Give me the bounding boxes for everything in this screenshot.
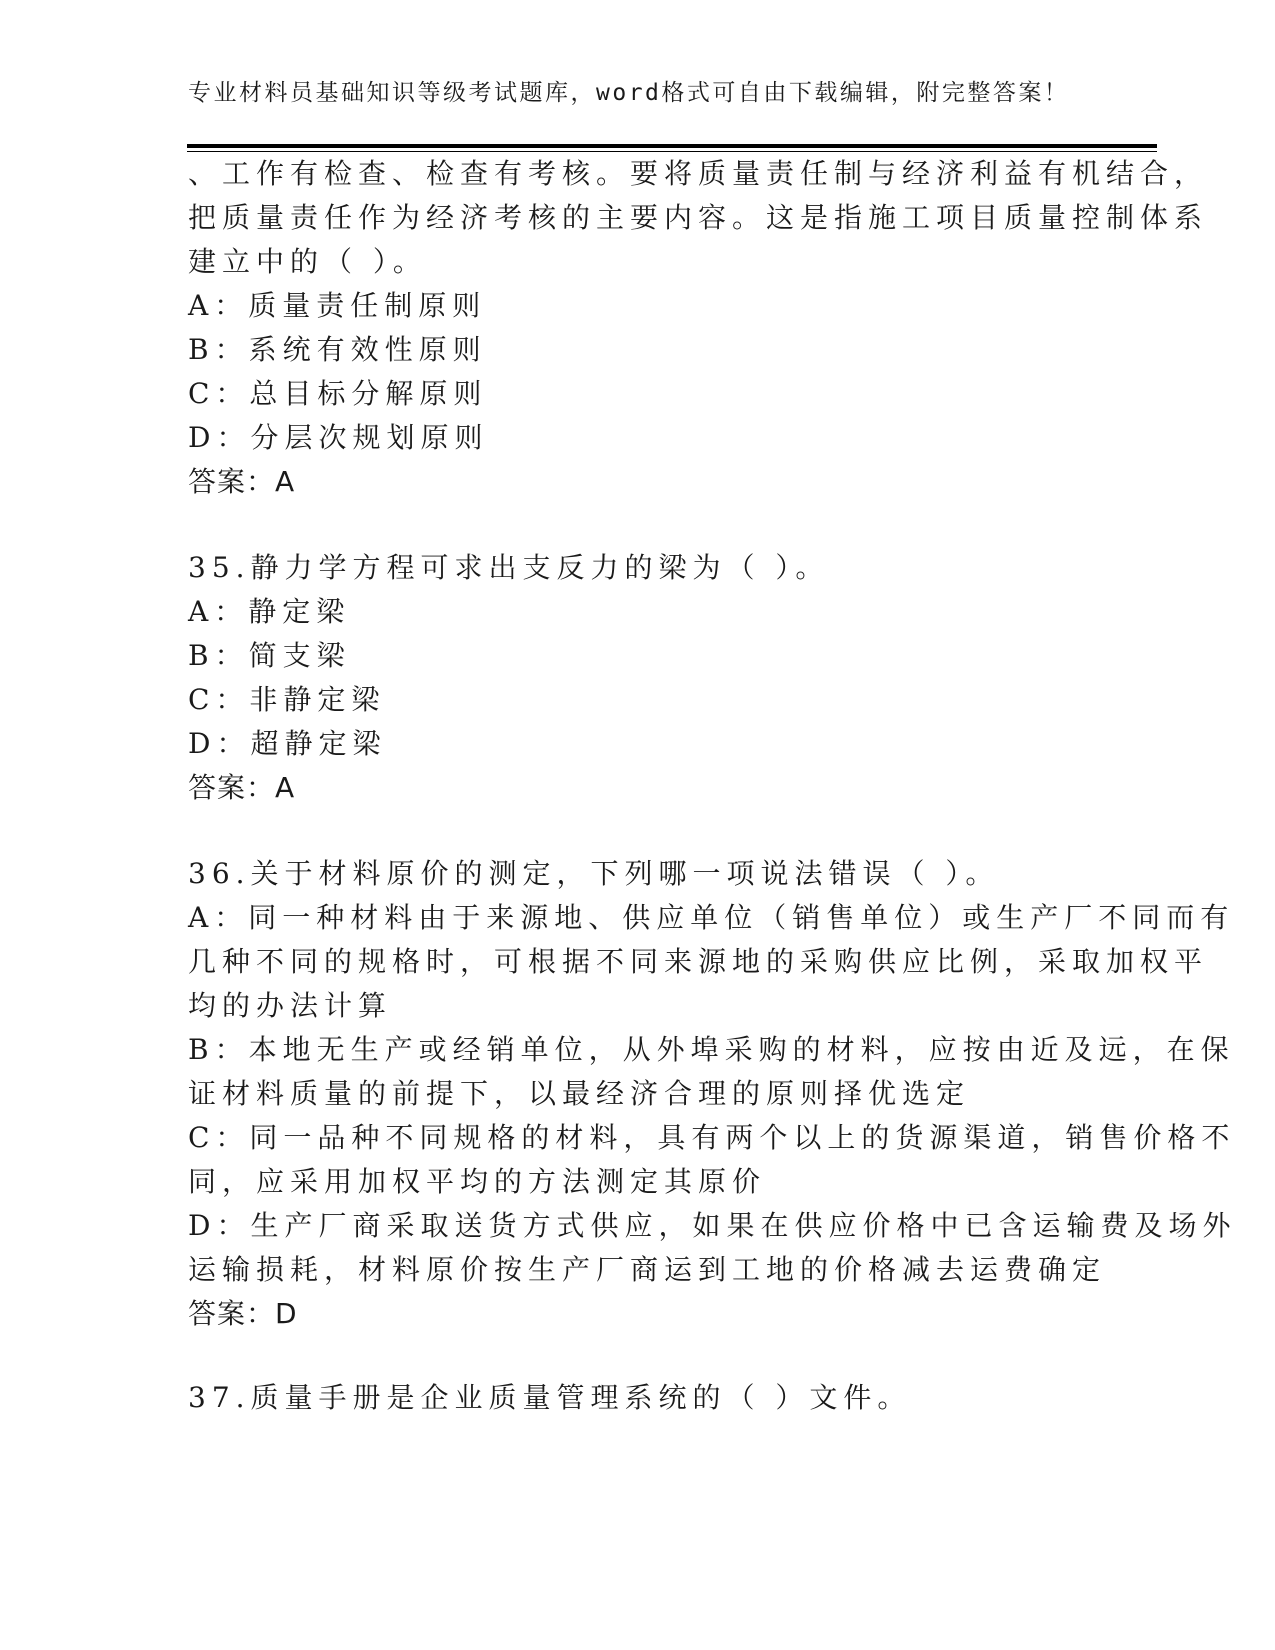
- answer: 答案：A: [188, 465, 296, 498]
- option-line: B：本地无生产或经销单位，从外埠采购的材料，应按由近及远，在保: [188, 1033, 1235, 1066]
- option-d: D：超静定梁: [188, 727, 387, 760]
- option-line: 同，应采用加权平均的方法测定其原价: [188, 1165, 767, 1198]
- option-a: A：静定梁: [188, 595, 351, 628]
- answer: 答案：D: [188, 1297, 298, 1330]
- option-c: C：非静定梁: [188, 683, 386, 716]
- option-line: A：同一种材料由于来源地、供应单位（销售单位）或生产厂不同而有: [188, 901, 1235, 934]
- option-line: 运输损耗，材料原价按生产厂商运到工地的价格减去运费确定: [188, 1253, 1107, 1286]
- option-b: B：系统有效性原则: [188, 333, 487, 366]
- question-text: 37.质量手册是企业质量管理系统的（ ）文件。: [188, 1381, 912, 1414]
- question-text-line: 建立中的（ ）。: [188, 245, 427, 278]
- option-c: C：总目标分解原则: [188, 377, 488, 410]
- question-text: 35.静力学方程可求出支反力的梁为（ ）。: [188, 551, 830, 584]
- option-line: D：生产厂商采取送货方式供应，如果在供应价格中已含运输费及场外: [188, 1209, 1237, 1242]
- header-rule-thin: [187, 151, 1157, 152]
- option-line: 均的办法计算: [188, 989, 393, 1022]
- option-line: 几种不同的规格时，可根据不同来源地的采购供应比例，采取加权平: [188, 945, 1209, 978]
- question-text-line: 把质量责任作为经济考核的主要内容。这是指施工项目质量控制体系: [188, 201, 1209, 234]
- header-title: 专业材料员基础知识等级考试题库，word格式可自由下载编辑，附完整答案！: [188, 80, 1070, 106]
- option-a: A：质量责任制原则: [188, 289, 487, 322]
- header-rule-thick: [187, 144, 1157, 148]
- option-b: B：简支梁: [188, 639, 351, 672]
- question-text: 36.关于材料原价的测定，下列哪一项说法错误（ ）。: [188, 857, 1000, 890]
- question-text-line: 、工作有检查、检查有考核。要将质量责任制与经济利益有机结合，: [188, 157, 1209, 190]
- answer: 答案：A: [188, 771, 296, 804]
- option-d: D：分层次规划原则: [188, 421, 489, 454]
- option-line: 证材料质量的前提下，以最经济合理的原则择优选定: [188, 1077, 971, 1110]
- option-line: C：同一品种不同规格的材料，具有两个以上的货源渠道，销售价格不: [188, 1121, 1236, 1154]
